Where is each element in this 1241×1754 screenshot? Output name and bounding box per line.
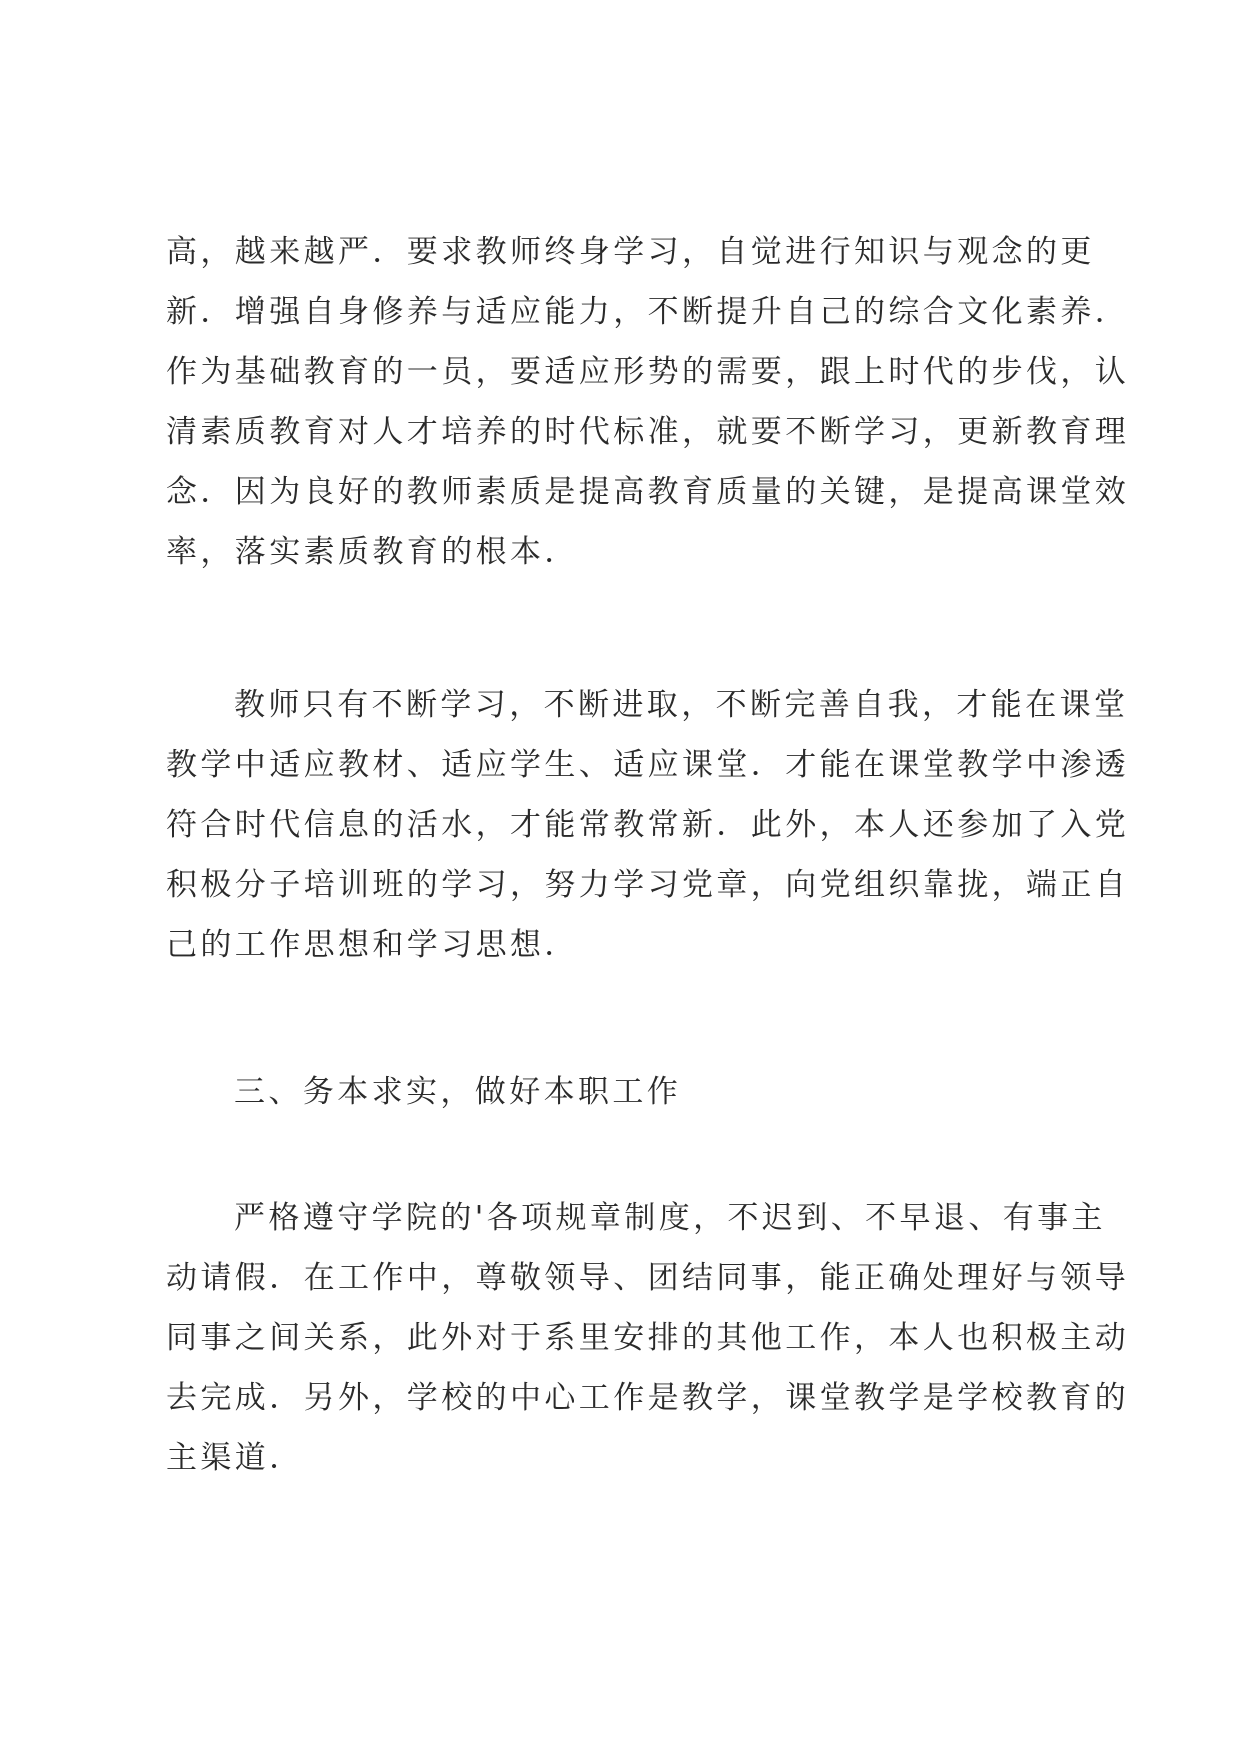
text-line: 严格遵守学院的'各项规章制度，不迟到、不早退、有事主 xyxy=(234,1200,1106,1236)
text-line: 去完成．另外，学校的中心工作是教学，课堂教学是学校教育的 xyxy=(166,1380,1130,1416)
text-line: 作为基础教育的一员，要适应形势的需要，跟上时代的步伐，认 xyxy=(166,354,1130,390)
text-line: 动请假．在工作中，尊敬领导、团结同事，能正确处理好与领导 xyxy=(166,1260,1130,1296)
text-line: 新．增强自身修养与适应能力，不断提升自己的综合文化素养． xyxy=(166,294,1130,330)
text-line: 教师只有不断学习，不断进取，不断完善自我，才能在课堂 xyxy=(234,687,1129,723)
section-heading-text: 三、务本求实，做好本职工作 xyxy=(234,1074,682,1110)
text-line: 符合时代信息的活水，才能常教常新．此外，本人还参加了入党 xyxy=(166,807,1130,843)
section-heading xyxy=(166,1062,1096,1122)
text-line: 清素质教育对人才培养的时代标准，就要不断学习，更新教育理 xyxy=(166,414,1130,450)
text-line: 积极分子培训班的学习，努力学习党章，向党组织靠拢，端正自 xyxy=(166,867,1130,903)
paragraph-work-duties xyxy=(166,1188,1130,1488)
text-line: 教学中适应教材、适应学生、适应课堂．才能在课堂教学中渗透 xyxy=(166,747,1130,783)
text-line: 同事之间关系，此外对于系里安排的其他工作，本人也积极主动 xyxy=(166,1320,1130,1356)
text-line: 念．因为良好的教师素质是提高教育质量的关键，是提高课堂效 xyxy=(166,474,1130,510)
paragraph-continuous-learning xyxy=(166,675,1130,975)
text-line: 高，越来越严．要求教师终身学习，自觉进行知识与观念的更 xyxy=(166,234,1095,270)
text-line: 主渠道． xyxy=(166,1440,304,1476)
text-line: 己的工作思想和学习思想． xyxy=(166,927,579,963)
text-line: 率，落实素质教育的根本． xyxy=(166,534,579,570)
paragraph-teacher-learning xyxy=(166,222,1130,582)
